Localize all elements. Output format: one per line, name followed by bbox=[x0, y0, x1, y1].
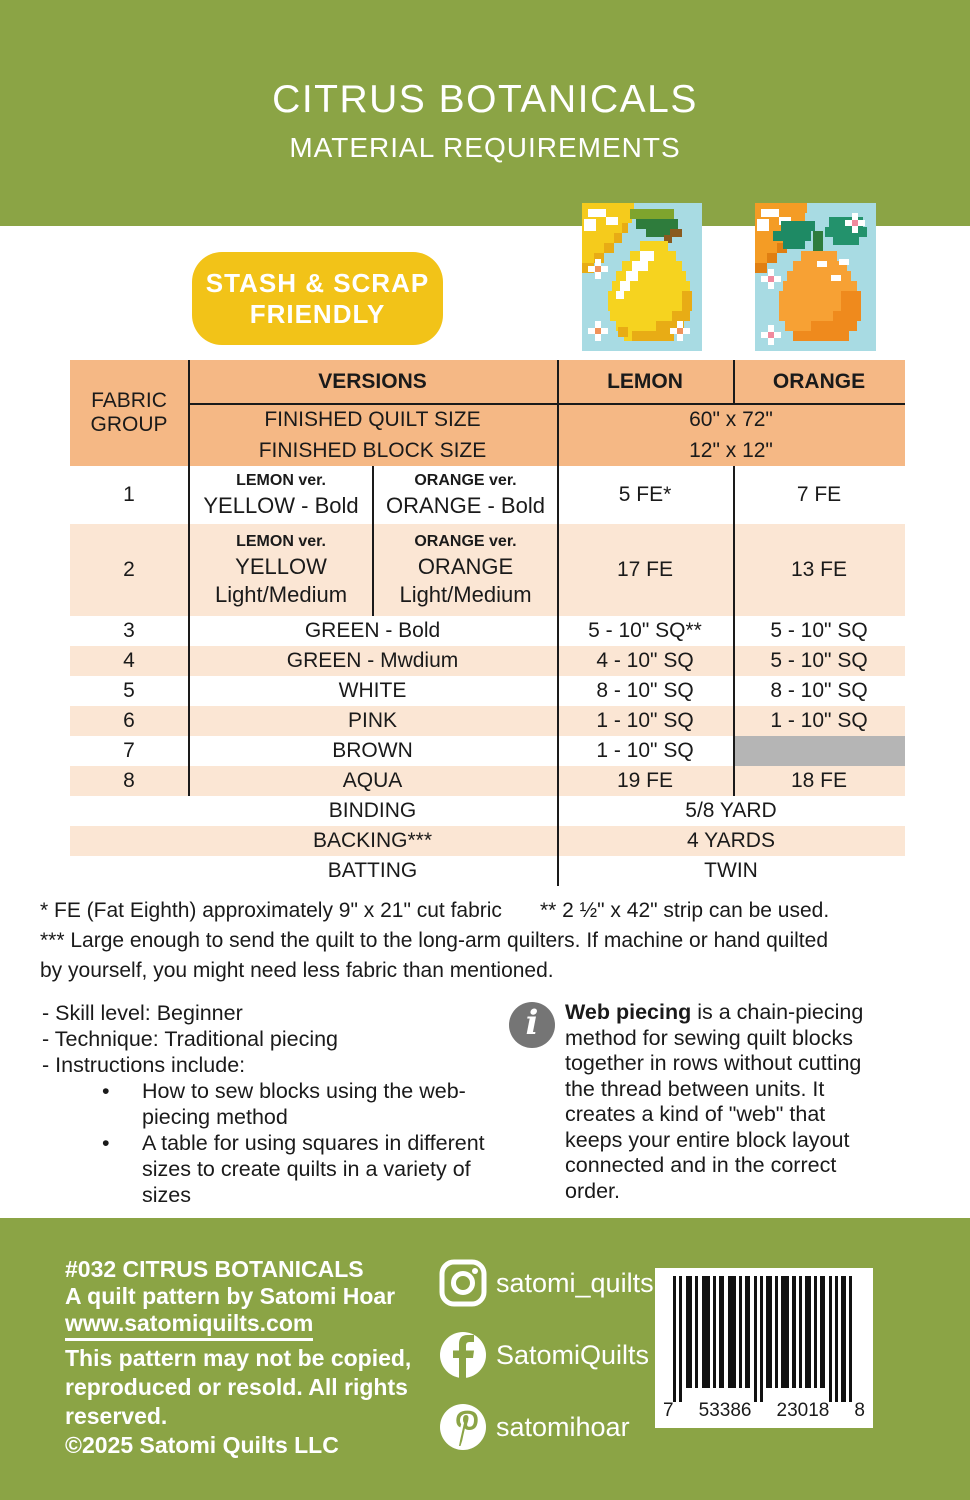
copyright: ©2025 Satomi Quilts LLC bbox=[65, 1432, 339, 1458]
page-subtitle: MATERIAL REQUIREMENTS bbox=[289, 132, 681, 163]
table-rule bbox=[188, 360, 190, 796]
fabric-desc: GREEN - Bold bbox=[304, 619, 441, 642]
fabric-desc: BROWN bbox=[332, 739, 413, 762]
website-link[interactable]: www.satomiquilts.com bbox=[65, 1310, 313, 1341]
extra-label: BATTING bbox=[327, 859, 418, 882]
table-row-batting bbox=[70, 856, 905, 886]
instruction-bullet-1 bbox=[42, 1078, 512, 1130]
group-number: 2 bbox=[123, 558, 135, 581]
barcode-digits-group2: 23018 bbox=[776, 1400, 830, 1421]
lemon-quilt-block-image bbox=[582, 203, 702, 351]
orange-fabric: ORANGE - Bold bbox=[386, 493, 545, 518]
table-row-group3 bbox=[70, 616, 905, 646]
copy-notice-line3: reserved. bbox=[65, 1403, 168, 1429]
pinterest-row bbox=[438, 1402, 654, 1452]
extra-value: TWIN bbox=[704, 859, 758, 882]
pattern-details bbox=[42, 1000, 512, 1208]
table-rule bbox=[557, 360, 559, 886]
footnote-backing-line2: by yourself, you might need less fabric than mentioned. bbox=[40, 959, 554, 982]
skill-level: - Skill level: Beginner bbox=[42, 1001, 243, 1025]
copy-notice-line1: This pattern may not be copied, bbox=[65, 1345, 412, 1371]
instagram-handle: satomi_quilts bbox=[496, 1267, 654, 1298]
orange-qty: 7 FE bbox=[796, 483, 842, 506]
orange-ver-label: ORANGE ver. bbox=[414, 533, 517, 550]
orange-fabric: ORANGE bbox=[417, 554, 514, 579]
bullet-text: A table for using squares in different sizes to create quilts in a variety of sizes bbox=[142, 1131, 485, 1207]
info-lead: Web piecing bbox=[565, 1000, 692, 1024]
lemon-ver-label: LEMON ver. bbox=[236, 472, 326, 489]
facebook-icon bbox=[438, 1330, 488, 1380]
lemon-qty: 17 FE bbox=[616, 558, 674, 581]
fabric-desc: GREEN - Mwdium bbox=[286, 649, 459, 672]
table-row-group5 bbox=[70, 676, 905, 706]
footer-banner bbox=[0, 1218, 970, 1500]
pinterest-icon bbox=[438, 1402, 488, 1452]
group-number: 8 bbox=[123, 769, 135, 792]
fabric-group-header-cell bbox=[70, 360, 188, 466]
bullet-dot-icon: • bbox=[102, 1131, 110, 1155]
facebook-handle: SatomiQuilts bbox=[496, 1339, 650, 1370]
finished-block-size-value: 12" x 12" bbox=[689, 438, 773, 462]
lemon-qty: 1 - 10" SQ bbox=[596, 709, 694, 732]
lemon-header-cell: LEMON bbox=[607, 370, 683, 393]
social-links bbox=[438, 1258, 654, 1474]
orange-qty: 5 - 10" SQ bbox=[770, 649, 868, 672]
group-number: 1 bbox=[123, 483, 135, 506]
lemon-qty: 4 - 10" SQ bbox=[596, 649, 694, 672]
instagram-icon bbox=[438, 1258, 488, 1308]
material-requirements-table bbox=[70, 360, 905, 886]
instagram-row bbox=[438, 1258, 654, 1308]
group-number: 3 bbox=[123, 619, 135, 642]
orange-qty: 1 - 10" SQ bbox=[770, 709, 868, 732]
empty-orange-cell bbox=[735, 736, 905, 766]
barcode-digit-left: 7 bbox=[663, 1400, 674, 1421]
barcode-digits-group1: 53386 bbox=[698, 1400, 752, 1421]
finished-quilt-size-value: 60" x 72" bbox=[689, 407, 773, 431]
pattern-number-title: #032 CITRUS BOTANICALS bbox=[65, 1256, 364, 1282]
footnote-fe-text: * FE (Fat Eighth) approximately 9" x 21" cut fabric bbox=[40, 899, 502, 922]
extra-value: 5/8 YARD bbox=[685, 799, 777, 822]
lemon-fabric: YELLOW bbox=[235, 554, 327, 579]
orange-quilt-block-image bbox=[755, 203, 876, 351]
orange-header-cell: ORANGE bbox=[772, 370, 866, 393]
pinterest-handle: satomihoar bbox=[496, 1411, 630, 1442]
footer-text-block bbox=[65, 1256, 455, 1460]
group1-lemon-fabric-cell bbox=[190, 466, 372, 524]
table-row-group8 bbox=[70, 766, 905, 796]
extra-value: 4 YARDS bbox=[687, 829, 775, 852]
orange-qty: 13 FE bbox=[790, 558, 848, 581]
badge-line1: STASH & SCRAP bbox=[205, 267, 430, 298]
orange-fabric-weight: Light/Medium bbox=[399, 582, 532, 607]
extra-label: BACKING*** bbox=[312, 829, 433, 852]
badge-line2: FRIENDLY bbox=[249, 298, 386, 329]
fabric-desc: PINK bbox=[347, 709, 397, 732]
facebook-row bbox=[438, 1330, 654, 1380]
group-number: 4 bbox=[123, 649, 135, 672]
byline: A quilt pattern by Satomi Hoar bbox=[65, 1283, 396, 1309]
barcode-digit-right: 8 bbox=[854, 1400, 865, 1421]
group-number: 5 bbox=[123, 679, 135, 702]
copy-notice-line2: reproduced or resold. All rights bbox=[65, 1374, 408, 1400]
group1-orange-fabric-cell bbox=[374, 466, 557, 524]
info-body: is a chain-piecing method for sewing quilt blocks together in rows without cutting the thread between units. It creates a kind of "web" that keeps your entire block layout connected and in the correct order. bbox=[565, 1000, 864, 1203]
top-banner bbox=[0, 0, 970, 226]
table-row-group1 bbox=[70, 466, 905, 524]
barcode-digits bbox=[655, 1400, 873, 1422]
orange-qty: 18 FE bbox=[790, 769, 848, 792]
lemon-qty: 1 - 10" SQ bbox=[596, 739, 694, 762]
group2-lemon-fabric-cell bbox=[190, 524, 372, 616]
group-number: 7 bbox=[123, 739, 135, 762]
footnote-fe bbox=[40, 896, 940, 926]
versions-header-cell: VERSIONS bbox=[318, 370, 427, 393]
table-rule bbox=[733, 466, 735, 796]
stash-scrap-badge bbox=[192, 252, 443, 345]
barcode bbox=[655, 1268, 873, 1428]
technique: - Technique: Traditional piecing bbox=[42, 1027, 339, 1051]
group2-orange-fabric-cell bbox=[374, 524, 557, 616]
finished-quilt-size-label: FINISHED QUILT SIZE bbox=[264, 407, 481, 431]
instruction-bullet-2 bbox=[42, 1130, 512, 1208]
info-icon bbox=[509, 1002, 555, 1048]
orange-qty: 5 - 10" SQ bbox=[770, 619, 868, 642]
extra-label: BINDING bbox=[328, 799, 417, 822]
table-row-group2 bbox=[70, 524, 905, 616]
table-rule bbox=[372, 466, 374, 616]
footnotes bbox=[40, 896, 940, 986]
table-rule bbox=[733, 360, 735, 404]
table-row-binding bbox=[70, 796, 905, 826]
lemon-qty: 5 FE* bbox=[618, 483, 672, 506]
fabric-group-label: FABRIC GROUP bbox=[90, 389, 168, 436]
table-header-block bbox=[70, 360, 905, 466]
footnote-backing-line1: *** Large enough to send the quilt to the long-arm quilters. If machine or hand quilted bbox=[40, 929, 829, 952]
table-row-group7 bbox=[70, 736, 905, 766]
bullet-text: How to sew blocks using the web-piecing method bbox=[142, 1079, 466, 1129]
lemon-qty: 8 - 10" SQ bbox=[596, 679, 694, 702]
info-icon-glyph: i bbox=[525, 1003, 539, 1043]
lemon-qty: 19 FE bbox=[616, 769, 674, 792]
finished-block-size-label: FINISHED BLOCK SIZE bbox=[258, 438, 487, 462]
orange-ver-label: ORANGE ver. bbox=[414, 472, 517, 489]
fabric-desc: AQUA bbox=[342, 769, 403, 792]
info-text bbox=[565, 1000, 875, 1204]
lemon-fabric-weight: Light/Medium bbox=[214, 582, 348, 607]
fabric-desc: WHITE bbox=[338, 679, 407, 702]
page-title: CITRUS BOTANICALS bbox=[272, 78, 698, 121]
table-row-backing bbox=[70, 826, 905, 856]
lemon-ver-label: LEMON ver. bbox=[236, 533, 326, 550]
table-rule bbox=[188, 403, 905, 405]
instructions-heading: - Instructions include: bbox=[42, 1053, 246, 1077]
footnote-strip-text: ** 2 ½" x 42" strip can be used. bbox=[539, 899, 830, 922]
table-row-group6 bbox=[70, 706, 905, 736]
group-number: 6 bbox=[123, 709, 135, 732]
lemon-fabric: YELLOW - Bold bbox=[203, 493, 359, 518]
table-row-group4 bbox=[70, 646, 905, 676]
lemon-qty: 5 - 10" SQ** bbox=[588, 619, 702, 642]
bullet-dot-icon: • bbox=[102, 1079, 110, 1103]
orange-qty: 8 - 10" SQ bbox=[770, 679, 868, 702]
